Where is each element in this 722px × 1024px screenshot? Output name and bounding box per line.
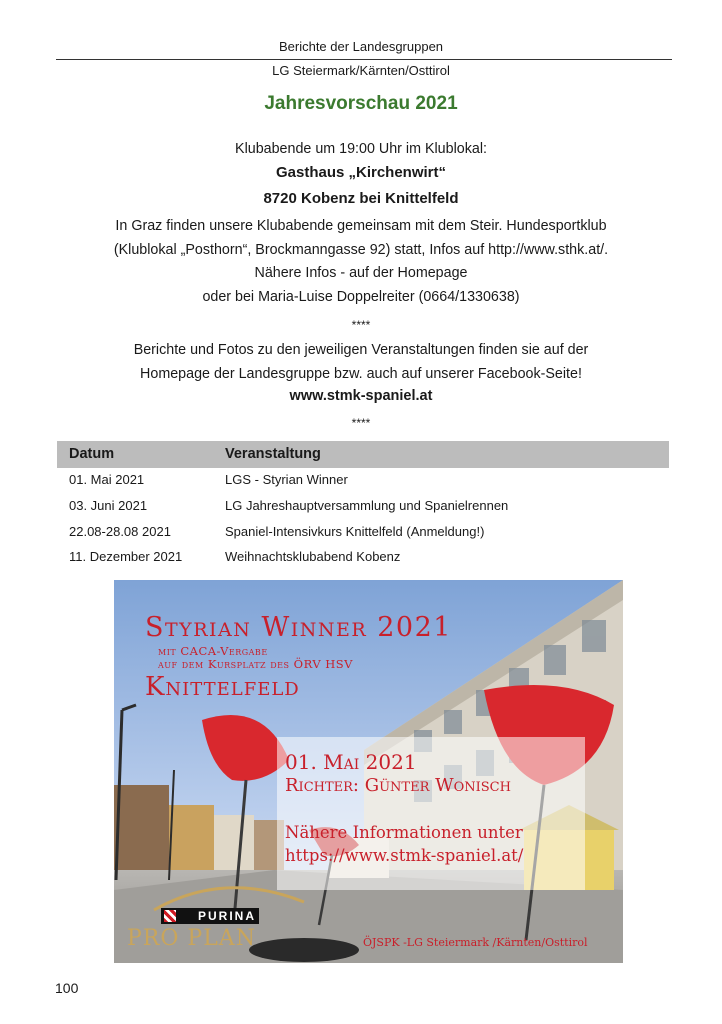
website-link[interactable]: www.stmk-spaniel.at xyxy=(289,388,433,404)
row-event: LGS - Styrian Winner xyxy=(225,472,348,487)
header-rule xyxy=(56,59,672,60)
intro-line-5: (Klublokal „Posthorn“, Brockmanngasse 92) statt, Infos auf http://www.sthk.at/. xyxy=(113,242,609,258)
poster-city: Knittelfeld xyxy=(145,672,300,702)
venue-name: Gasthaus „Kirchenwirt“ xyxy=(275,164,447,181)
intro-line-8: Berichte und Fotos zu den jeweiligen Veranstaltungen finden sie auf der xyxy=(133,342,589,358)
intro-line-7: oder bei Maria-Luise Doppelreiter (0664/1330638) xyxy=(202,289,520,305)
row-date: 22.08-28.08 2021 xyxy=(69,524,171,539)
row-event: Weihnachtsklubabend Kobenz xyxy=(225,549,401,564)
poster-subtitle-2: auf dem Kursplatz des ÖRV HSV xyxy=(158,657,353,671)
column-header-event: Veranstaltung xyxy=(225,446,321,462)
intro-line-1: Klubabende um 19:00 Uhr im Klublokal: xyxy=(235,141,487,157)
table-row xyxy=(57,545,669,569)
row-date: 01. Mai 2021 xyxy=(69,472,145,487)
poster-subtitle-1: mit CACA-Vergabe xyxy=(158,644,268,658)
running-header-group: LG Steiermark/Kärnten/Osttirol xyxy=(272,63,450,78)
separator-2: **** xyxy=(351,416,371,430)
poster-judge: Richter: Günter Wonisch xyxy=(285,775,511,796)
table-row xyxy=(57,468,669,492)
intro-line-9: Homepage der Landesgruppe bzw. auch auf unserer Facebook-Seite! xyxy=(140,366,582,382)
venue-address: 8720 Kobenz bei Knittelfeld xyxy=(263,190,459,207)
events-table-header xyxy=(57,441,669,468)
poster-organizer: ÖJSPK -LG Steiermark /Kärnten/Osttirol xyxy=(363,936,588,949)
poster-date: 01. Mai 2021 xyxy=(285,750,417,774)
purina-logo: PURINA xyxy=(161,908,259,924)
table-row xyxy=(57,520,669,544)
poster-title: Styrian Winner 2021 xyxy=(145,612,452,643)
poster-info-line-1: Nähere Informationen unter xyxy=(285,823,523,842)
intro-line-6: Nähere Infos - auf der Homepage xyxy=(254,265,468,281)
row-date: 11. Dezember 2021 xyxy=(69,549,183,564)
running-header-section: Berichte der Landesgruppen xyxy=(278,39,444,54)
row-event: Spaniel-Intensivkurs Knittelfeld (Anmeldung!) xyxy=(225,524,485,539)
table-row xyxy=(57,494,669,518)
poster-info-url: https://www.stmk-spaniel.at/ xyxy=(285,846,524,865)
page-number: 100 xyxy=(55,980,79,996)
column-header-date: Datum xyxy=(69,446,115,462)
event-poster xyxy=(114,580,623,963)
separator-1: **** xyxy=(351,318,371,332)
proplan-logo: PRO PLAN xyxy=(127,926,256,951)
purina-checkerboard-icon xyxy=(164,910,176,922)
row-event: LG Jahreshauptversammlung und Spanielrennen xyxy=(225,498,509,513)
intro-line-4: In Graz finden unsere Klubabende gemeinsam mit dem Steir. Hundesportklub xyxy=(115,218,607,234)
row-date: 03. Juni 2021 xyxy=(69,498,148,513)
page-title: Jahresvorschau 2021 xyxy=(264,93,458,114)
